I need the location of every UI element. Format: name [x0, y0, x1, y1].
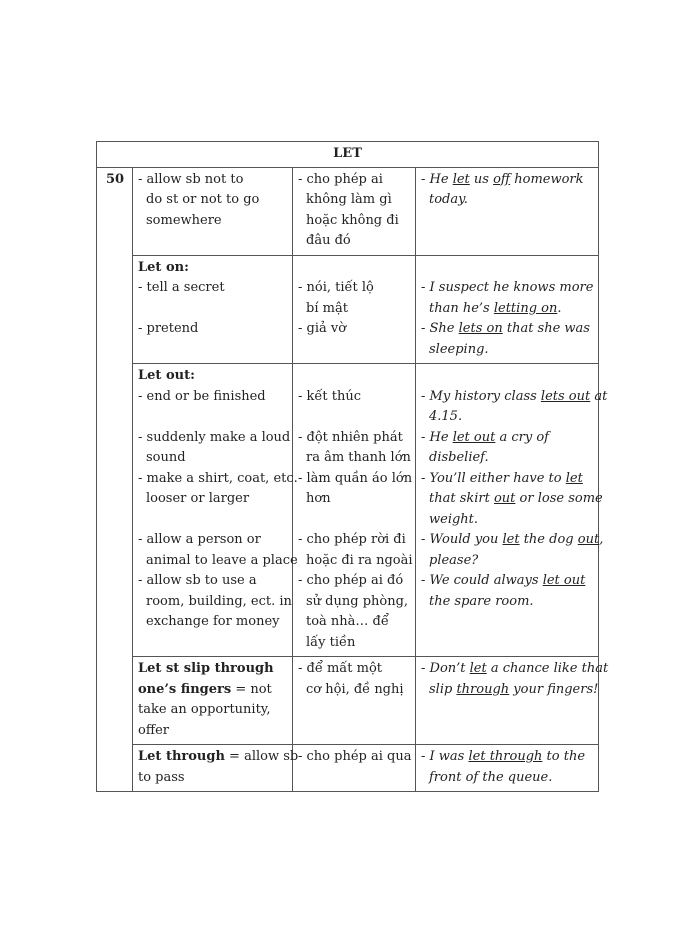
highlighted-phrase: let	[452, 171, 470, 187]
english-line: - allow a person or	[138, 532, 261, 547]
english-line: - tell a secret	[138, 280, 225, 295]
english-definition-cell	[133, 255, 293, 364]
example-line: than he’s letting on.	[429, 300, 562, 316]
english-line: somewhere	[146, 212, 222, 228]
vietnamese-line: - đột nhiên phát	[298, 429, 403, 445]
example-cell	[416, 255, 599, 364]
vietnamese-line: sử dụng phòng,	[306, 593, 409, 609]
table-row	[97, 255, 599, 364]
table-row	[97, 657, 599, 745]
vietnamese-line: - kết thúc	[298, 388, 362, 404]
english-line: exchange for money	[146, 614, 280, 629]
vietnamese-line: đâu đó	[306, 233, 351, 248]
vietnamese-line: lấy tiền	[306, 634, 356, 650]
vietnamese-line: bí mật	[306, 300, 348, 316]
vietnamese-line: hoặc không đi	[306, 212, 399, 228]
highlighted-phrase: out	[493, 491, 516, 506]
vietnamese-line: - làm quần áo lớn	[298, 470, 413, 486]
highlighted-phrase: out	[577, 532, 600, 547]
vietnamese-line: - cho phép ai qua	[298, 749, 412, 764]
table-row	[97, 167, 599, 255]
phrasal-verb-heading: Let through	[138, 749, 225, 764]
vietnamese-line: - nói, tiết lộ	[298, 280, 374, 295]
vietnamese-meaning-cell	[293, 364, 416, 657]
example-line: - He let us off homework	[421, 171, 584, 187]
vietnamese-line: toà nhà… để	[306, 614, 389, 629]
example-line: - She lets on that she was	[421, 321, 590, 336]
english-line: animal to leave a place	[146, 552, 298, 568]
example-cell	[416, 745, 599, 792]
table-row	[97, 364, 599, 657]
vietnamese-meaning-cell	[293, 167, 416, 255]
vietnamese-line: - để mất một	[298, 661, 383, 676]
vietnamese-line: cơ hội, đề nghị	[306, 681, 404, 697]
example-line: - He let out a cry of	[421, 429, 549, 445]
example-line: today.	[429, 192, 468, 207]
english-definition-cell	[133, 167, 293, 255]
english-line: - allow sb to use a	[138, 573, 257, 588]
example-line: 4.15.	[429, 409, 463, 424]
english-line: sound	[146, 450, 186, 465]
example-line: weight.	[429, 511, 479, 527]
example-line: - Don’t let a chance like that	[421, 661, 609, 676]
phrasal-verb-heading: Let out:	[138, 368, 195, 383]
vietnamese-line: - cho phép rời đi	[298, 532, 406, 547]
english-line: looser or larger	[146, 491, 250, 506]
english-line: - pretend	[138, 321, 199, 336]
example-line: the spare room.	[429, 593, 534, 609]
english-definition-cell	[133, 364, 298, 657]
example-line: please?	[429, 552, 479, 568]
vocab-table	[96, 141, 609, 792]
example-line: - You’ll either have to let	[421, 470, 583, 486]
entry-number: 50	[97, 167, 133, 792]
highlighted-phrase: let	[565, 470, 583, 486]
english-line: Let through = allow sb	[138, 749, 299, 764]
vietnamese-meaning-cell	[293, 657, 416, 745]
english-line: - allow sb not to	[138, 171, 244, 187]
highlighted-phrase: let through	[468, 749, 543, 764]
english-line: - end or be finished	[138, 388, 266, 404]
table-title: LET	[97, 142, 599, 168]
vietnamese-meaning-cell	[293, 255, 416, 364]
highlighted-phrase: off	[493, 171, 511, 187]
example-line: - My history class lets out at	[421, 388, 608, 404]
example-line: that skirt out or lose some	[429, 491, 603, 506]
example-line: - I suspect he knows more	[421, 280, 594, 295]
english-line: room, building, ect. in	[146, 593, 292, 609]
example-line: sleeping.	[429, 341, 489, 357]
example-line: - Would you let the dog out,	[421, 532, 604, 547]
highlighted-phrase: let	[469, 661, 487, 676]
table-header-row	[97, 142, 599, 168]
english-definition-cell	[133, 657, 293, 745]
highlighted-phrase: through	[456, 681, 510, 697]
vietnamese-meaning-cell	[293, 745, 416, 792]
english-definition-cell	[133, 745, 299, 792]
example-line: front of the queue.	[429, 769, 553, 785]
example-line: - I was let through to the	[421, 749, 586, 764]
english-line: - make a shirt, coat, etc.	[138, 470, 298, 486]
vietnamese-line: ra âm thanh lớn	[306, 450, 411, 465]
highlighted-phrase: lets out	[540, 388, 591, 404]
vietnamese-line: hơn	[306, 491, 331, 506]
vietnamese-line: - cho phép ai	[298, 171, 383, 187]
highlighted-phrase: let out	[542, 573, 586, 588]
phrasal-verb-heading: Let on:	[138, 259, 189, 275]
vietnamese-line: hoặc đi ra ngoài	[306, 552, 413, 568]
english-line: one’s fingers = not	[138, 681, 272, 697]
english-line: do st or not to go	[146, 192, 260, 207]
vietnamese-line: - cho phép ai đó	[298, 573, 404, 588]
example-line: - We could always let out	[421, 573, 586, 588]
english-line: offer	[138, 722, 169, 738]
highlighted-phrase: let	[502, 532, 520, 547]
english-line: - suddenly make a loud	[138, 429, 291, 445]
example-cell	[416, 364, 608, 657]
example-line: slip through your fingers!	[429, 681, 599, 697]
vietnamese-line: không làm gì	[306, 192, 392, 207]
phrasal-verb-heading: Let st slip through	[138, 661, 274, 676]
example-line: disbelief.	[429, 450, 489, 465]
english-line: take an opportunity,	[138, 702, 271, 717]
example-cell	[416, 167, 599, 255]
phrasal-verb-heading: one’s fingers	[138, 681, 232, 697]
highlighted-phrase: let out	[452, 429, 496, 445]
highlighted-phrase: letting on	[493, 300, 558, 316]
highlighted-phrase: lets on	[458, 321, 503, 336]
vietnamese-line: - giả vờ	[298, 321, 347, 336]
example-cell	[416, 657, 609, 745]
table-row	[97, 745, 599, 792]
english-line: to pass	[138, 769, 185, 785]
